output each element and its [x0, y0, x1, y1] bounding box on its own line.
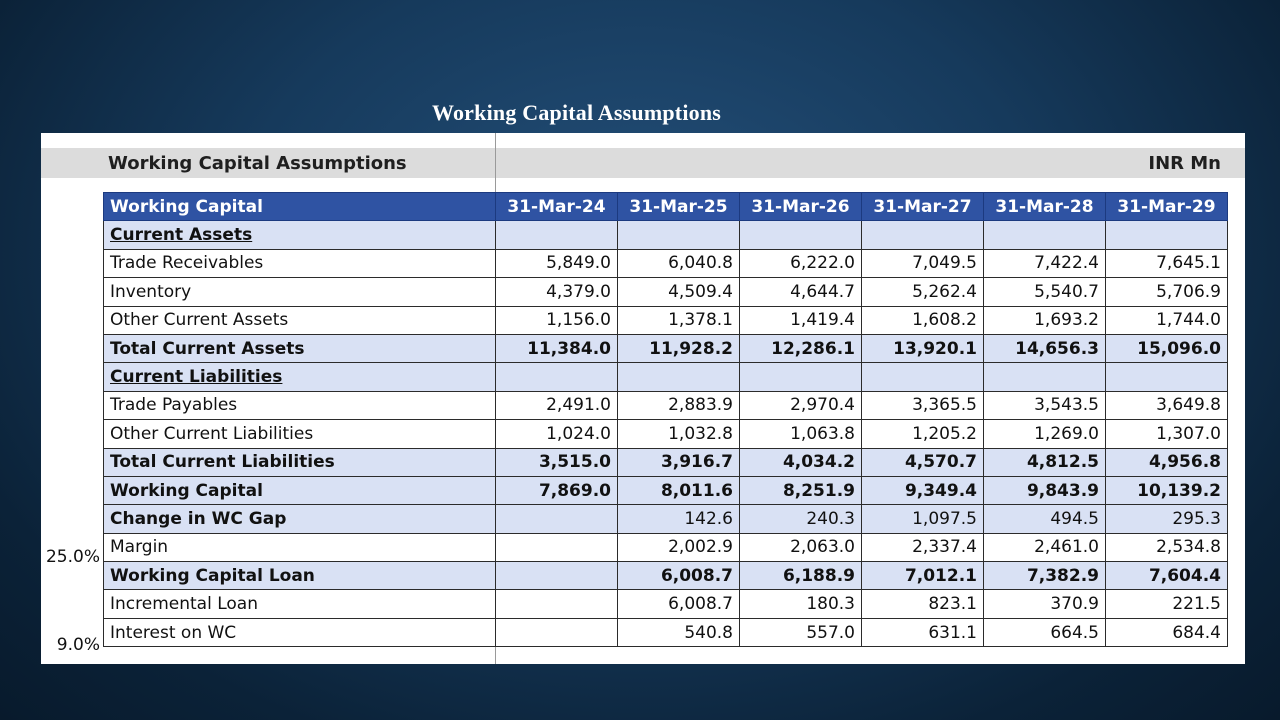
value-cell: [984, 221, 1106, 249]
value-cell: 2,491.0: [496, 391, 618, 419]
value-cell: 3,365.5: [862, 391, 984, 419]
value-cell: [496, 363, 618, 391]
value-cell: 1,097.5: [862, 505, 984, 533]
value-cell: 7,645.1: [1106, 249, 1228, 277]
row-label: Working Capital: [104, 476, 496, 504]
year-header: 31-Mar-28: [984, 193, 1106, 221]
value-cell: [862, 221, 984, 249]
table-row: [104, 221, 1228, 249]
row-label: Change in WC Gap: [104, 505, 496, 533]
value-cell: 2,883.9: [618, 391, 740, 419]
table-row: [104, 448, 1228, 476]
value-cell: 4,956.8: [1106, 448, 1228, 476]
value-cell: 221.5: [1106, 590, 1228, 618]
value-cell: [618, 221, 740, 249]
row-label: Total Current Assets: [104, 334, 496, 362]
value-cell: 6,008.7: [618, 590, 740, 618]
value-cell: 1,307.0: [1106, 420, 1228, 448]
value-cell: 1,693.2: [984, 306, 1106, 334]
value-cell: 3,543.5: [984, 391, 1106, 419]
sheet-title: Working Capital Assumptions: [108, 153, 407, 174]
value-cell: 2,970.4: [740, 391, 862, 419]
value-cell: 2,337.4: [862, 533, 984, 561]
slide-title: Working Capital Assumptions: [432, 100, 722, 125]
value-cell: 5,849.0: [496, 249, 618, 277]
value-cell: 1,378.1: [618, 306, 740, 334]
row-label: Margin: [104, 533, 496, 561]
year-header: 31-Mar-24: [496, 193, 618, 221]
value-cell: [496, 505, 618, 533]
value-cell: 1,608.2: [862, 306, 984, 334]
value-cell: [1106, 363, 1228, 391]
value-cell: 11,384.0: [496, 334, 618, 362]
value-cell: 4,379.0: [496, 278, 618, 306]
value-cell: [618, 363, 740, 391]
value-cell: 9,843.9: [984, 476, 1106, 504]
value-cell: 1,024.0: [496, 420, 618, 448]
value-cell: 6,008.7: [618, 562, 740, 590]
value-cell: 8,251.9: [740, 476, 862, 504]
value-cell: 4,570.7: [862, 448, 984, 476]
value-cell: 4,812.5: [984, 448, 1106, 476]
year-header: 31-Mar-29: [1106, 193, 1228, 221]
table-body: [104, 221, 1228, 647]
table-row: [104, 306, 1228, 334]
value-cell: 9,349.4: [862, 476, 984, 504]
value-cell: 557.0: [740, 618, 862, 646]
value-cell: 5,706.9: [1106, 278, 1228, 306]
value-cell: 1,419.4: [740, 306, 862, 334]
value-cell: 13,920.1: [862, 334, 984, 362]
value-cell: 370.9: [984, 590, 1106, 618]
row-label: Other Current Assets: [104, 306, 496, 334]
table-row: [104, 618, 1228, 646]
value-cell: 6,040.8: [618, 249, 740, 277]
table-row: [104, 562, 1228, 590]
value-cell: 2,534.8: [1106, 533, 1228, 561]
table-row: [104, 334, 1228, 362]
value-cell: 12,286.1: [740, 334, 862, 362]
value-cell: 7,422.4: [984, 249, 1106, 277]
table-header-row: [104, 193, 1228, 221]
value-cell: 8,011.6: [618, 476, 740, 504]
value-cell: 2,002.9: [618, 533, 740, 561]
value-cell: 6,188.9: [740, 562, 862, 590]
value-cell: [496, 618, 618, 646]
value-cell: 2,461.0: [984, 533, 1106, 561]
table-row: [104, 590, 1228, 618]
value-cell: 631.1: [862, 618, 984, 646]
value-cell: 11,928.2: [618, 334, 740, 362]
value-cell: 1,032.8: [618, 420, 740, 448]
currency-unit: INR Mn: [1148, 153, 1221, 174]
row-label: Trade Receivables: [104, 249, 496, 277]
value-cell: 823.1: [862, 590, 984, 618]
row-label: Incremental Loan: [104, 590, 496, 618]
row-label: Current Assets: [104, 221, 496, 249]
value-cell: [496, 590, 618, 618]
value-cell: [862, 363, 984, 391]
value-cell: 14,656.3: [984, 334, 1106, 362]
value-cell: 10,139.2: [1106, 476, 1228, 504]
value-cell: 1,744.0: [1106, 306, 1228, 334]
table-row: [104, 476, 1228, 504]
row-label: Working Capital Loan: [104, 562, 496, 590]
percent-label: 25.0%: [45, 546, 100, 567]
row-label: Trade Payables: [104, 391, 496, 419]
value-cell: 3,649.8: [1106, 391, 1228, 419]
value-cell: 664.5: [984, 618, 1106, 646]
row-label: Other Current Liabilities: [104, 420, 496, 448]
value-cell: 7,049.5: [862, 249, 984, 277]
value-cell: 7,012.1: [862, 562, 984, 590]
value-cell: 3,515.0: [496, 448, 618, 476]
value-cell: 240.3: [740, 505, 862, 533]
value-cell: [740, 363, 862, 391]
value-cell: [496, 221, 618, 249]
value-cell: 7,382.9: [984, 562, 1106, 590]
value-cell: 180.3: [740, 590, 862, 618]
value-cell: 4,509.4: [618, 278, 740, 306]
row-label: Current Liabilities: [104, 363, 496, 391]
value-cell: 1,269.0: [984, 420, 1106, 448]
value-cell: 3,916.7: [618, 448, 740, 476]
value-cell: 684.4: [1106, 618, 1228, 646]
table-row: [104, 249, 1228, 277]
table-row: [104, 391, 1228, 419]
value-cell: 142.6: [618, 505, 740, 533]
year-header: 31-Mar-26: [740, 193, 862, 221]
table-row: [104, 505, 1228, 533]
year-header: 31-Mar-25: [618, 193, 740, 221]
value-cell: 6,222.0: [740, 249, 862, 277]
value-cell: [984, 363, 1106, 391]
value-cell: [740, 221, 862, 249]
table-row: [104, 420, 1228, 448]
value-cell: [496, 533, 618, 561]
header-label: Working Capital: [104, 193, 496, 221]
row-label: Total Current Liabilities: [104, 448, 496, 476]
value-cell: 4,034.2: [740, 448, 862, 476]
value-cell: 1,156.0: [496, 306, 618, 334]
value-cell: 1,063.8: [740, 420, 862, 448]
working-capital-table: [103, 192, 1228, 647]
value-cell: 5,540.7: [984, 278, 1106, 306]
value-cell: 7,869.0: [496, 476, 618, 504]
value-cell: [496, 562, 618, 590]
value-cell: 15,096.0: [1106, 334, 1228, 362]
value-cell: 1,205.2: [862, 420, 984, 448]
value-cell: 295.3: [1106, 505, 1228, 533]
row-label: Interest on WC: [104, 618, 496, 646]
value-cell: 7,604.4: [1106, 562, 1228, 590]
spreadsheet-image: [41, 133, 1245, 664]
row-label: Inventory: [104, 278, 496, 306]
value-cell: 4,644.7: [740, 278, 862, 306]
value-cell: 494.5: [984, 505, 1106, 533]
table-row: [104, 533, 1228, 561]
value-cell: 5,262.4: [862, 278, 984, 306]
table-row: [104, 278, 1228, 306]
percent-label: 9.0%: [56, 634, 100, 655]
value-cell: [1106, 221, 1228, 249]
year-header: 31-Mar-27: [862, 193, 984, 221]
table-row: [104, 363, 1228, 391]
value-cell: 2,063.0: [740, 533, 862, 561]
value-cell: 540.8: [618, 618, 740, 646]
